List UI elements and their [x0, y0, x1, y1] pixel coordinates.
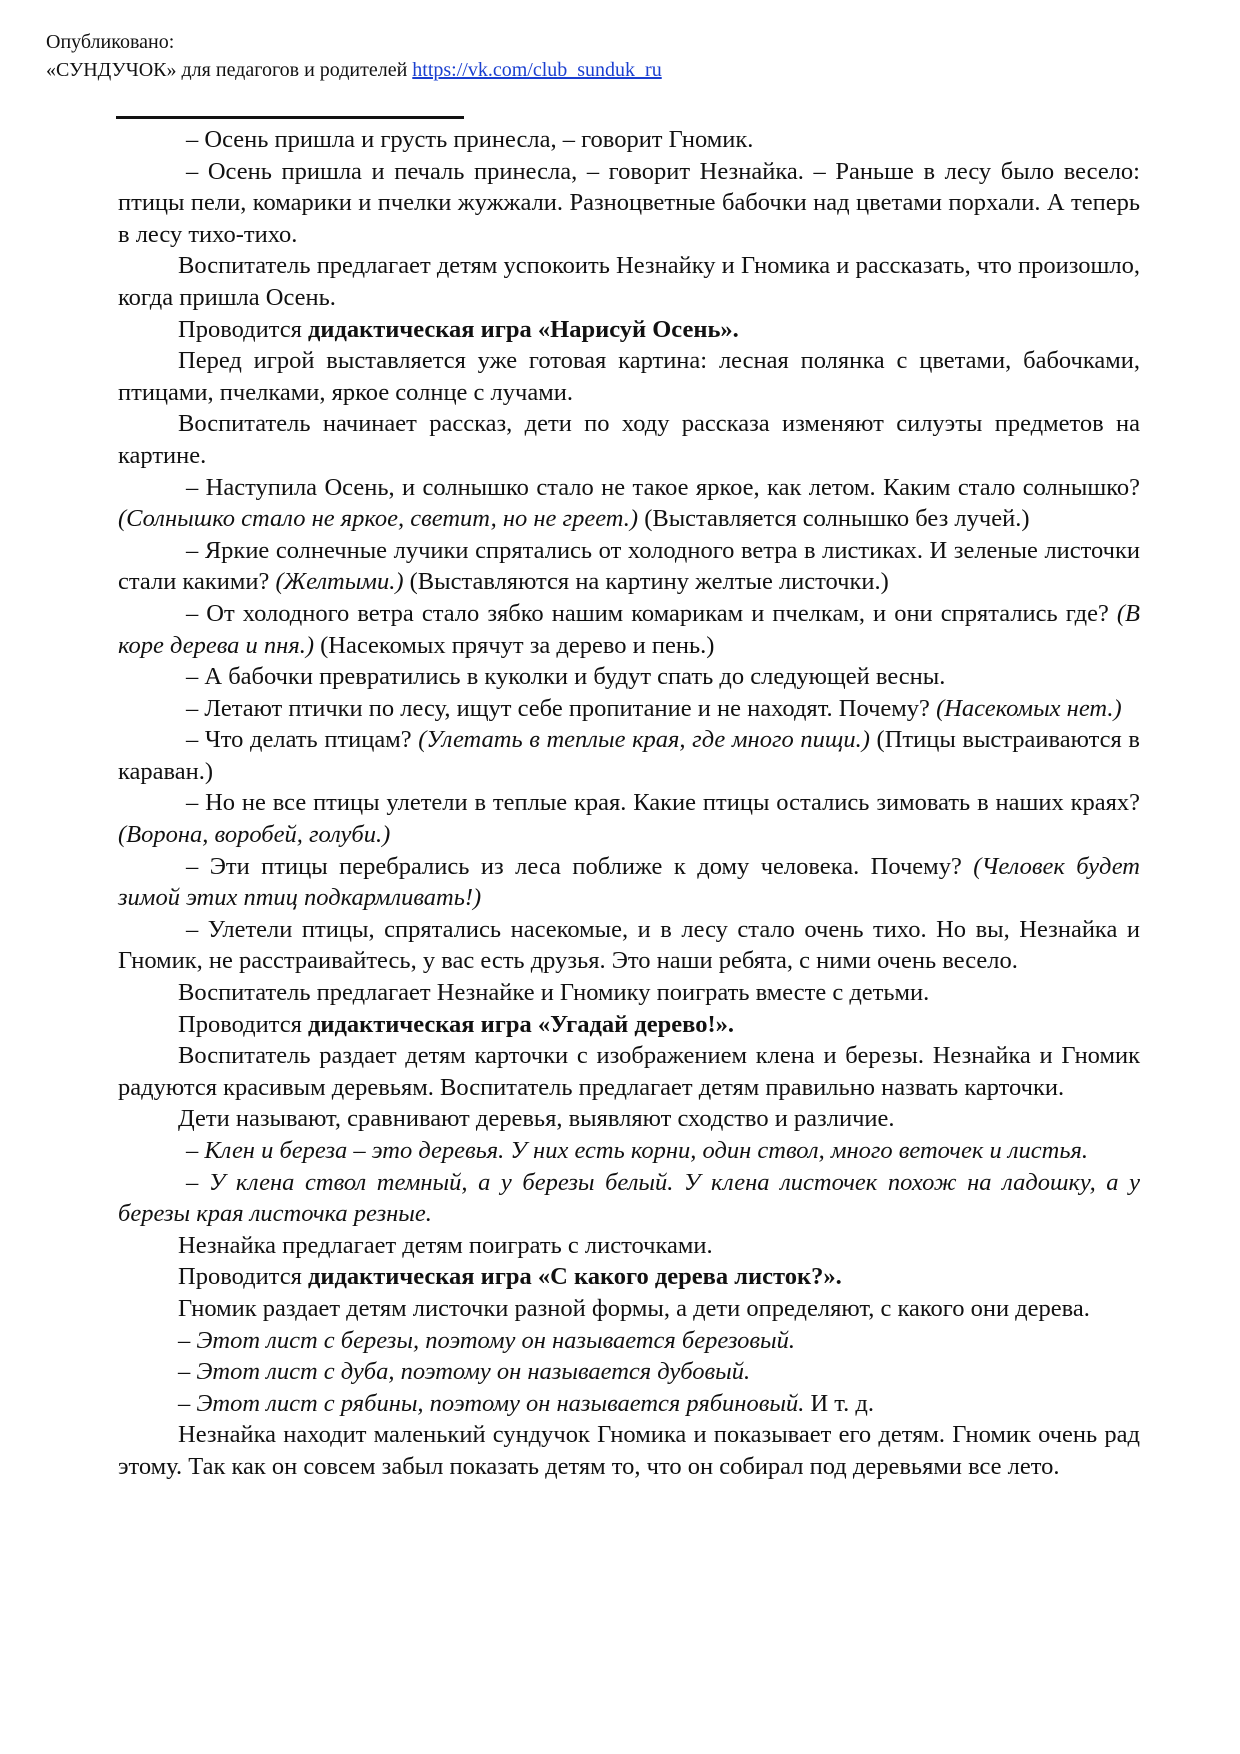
- text: – Эти птицы перебрались из леса поближе к дому человека. Почему?: [186, 852, 974, 880]
- text: (Насекомых прячут за дерево и пень.): [314, 631, 715, 659]
- paragraph: Перед игрой выставляется уже готовая картина: лесная полянка с цветами, бабочками, птицами, пчелками, яркое солнце с лучами.: [118, 347, 1140, 406]
- paragraph: Гномик раздает детям листочки разной формы, а дети определяют, с какого они дерева.: [178, 1294, 1090, 1322]
- text: Проводится: [178, 1010, 308, 1038]
- answer: (Человек будет зимой этих птиц подкармливать!): [118, 852, 1140, 912]
- answer: (Насекомых нет.): [936, 694, 1122, 722]
- answer: (Улетать в теплые края, где много пищи.): [418, 726, 870, 754]
- text: (Птицы выстраиваются в караван.): [118, 726, 1140, 785]
- header-divider: [116, 116, 464, 119]
- answer: (Желтыми.): [275, 568, 404, 596]
- paragraph: [118, 724, 1140, 787]
- source-text: «СУНДУЧОК» для педагогов и родителей: [46, 59, 408, 81]
- paragraph: – У клена ствол темный, а у березы белый. У клена листочек похож на ладошку, а у березы края листочка резные.: [118, 1168, 1140, 1228]
- answer: (В коре дерева и пня.): [118, 599, 1140, 659]
- paragraph: [118, 598, 1140, 661]
- source-link[interactable]: https://vk.com/club_sunduk_ru: [412, 59, 662, 81]
- paragraph: – Этот лист с березы, поэтому он называется березовый.: [178, 1326, 796, 1354]
- paragraph: Дети называют, сравнивают деревья, выявляют сходство и различие.: [178, 1105, 895, 1133]
- paragraph: – Улетели птицы, спрятались насекомые, и в лесу стало очень тихо. Но вы, Незнайка и Гномик, не расстраивайтесь, у вас есть друзья. Это наши ребята, с ними очень весело.: [118, 915, 1140, 975]
- paragraph: – Клен и береза – это деревья. У них есть корни, один ствол, много веточек и листья.: [186, 1137, 1088, 1164]
- text: – Но не все птицы улетели в теплые края. Какие птицы остались зимовать в наших краях?: [186, 789, 1140, 817]
- answer: – Этот лист с рябины, поэтому он называется рябиновый.: [178, 1389, 805, 1417]
- paragraph: Незнайка предлагает детям поиграть с листочками.: [178, 1231, 713, 1259]
- text: – Летают птички по лесу, ищут себе пропитание и не находят. Почему?: [186, 694, 937, 722]
- paragraph: Незнайка находит маленький сундучок Гномика и показывает его детям. Гномик очень рад этому. Так как он совсем забыл показать детям то, что он собирал под деревьями все лето.: [118, 1421, 1140, 1480]
- paragraph: Воспитатель предлагает Незнайке и Гномику поиграть вместе с детьми.: [178, 979, 930, 1007]
- paragraph: [118, 314, 1140, 346]
- paragraph: [118, 1388, 1140, 1420]
- text: (Выставляется солнышко без лучей.): [638, 505, 1030, 533]
- source-line: [46, 56, 662, 84]
- page-header: [46, 28, 662, 84]
- text: – Наступила Осень, и солнышко стало не такое яркое, как летом. Каким стало солнышко?: [186, 473, 1140, 501]
- text: Проводится: [178, 1263, 308, 1291]
- paragraph: Воспитатель раздает детям карточки с изображением клена и березы. Незнайка и Гномик радуются красивым деревьям. Воспитатель предлагает детям правильно назвать карточки.: [118, 1042, 1140, 1101]
- game-title: дидактическая игра «Нарисуй Осень».: [308, 315, 739, 343]
- text: – От холодного ветра стало зябко нашим комарикам и пчелкам, и они спрятались где?: [186, 599, 1117, 627]
- paragraph: [118, 535, 1140, 598]
- game-title: дидактическая игра «Угадай дерево!».: [308, 1010, 734, 1038]
- paragraph: – А бабочки превратились в куколки и будут спать до следующей весны.: [186, 663, 946, 691]
- published-label: Опубликовано:: [46, 31, 175, 53]
- document-body: [118, 124, 1140, 1483]
- paragraph: [118, 1009, 1140, 1041]
- text: – Яркие солнечные лучики спрятались от холодного ветра в листиках. И зеленые листочки стали какими?: [118, 536, 1140, 596]
- paragraph: – Этот лист с дуба, поэтому он называется дубовый.: [178, 1358, 751, 1386]
- paragraph: [118, 472, 1140, 535]
- paragraph: – Осень пришла и печаль принесла, – говорит Незнайка. – Раньше в лесу было весело: птицы пели, комарики и пчелки жужжали. Разноцветные бабочки над цветами порхали. А теперь в лесу тихо-тихо.: [118, 157, 1140, 248]
- paragraph: [118, 693, 1140, 725]
- answer: (Ворона, воробей, голуби.): [118, 821, 391, 849]
- paragraph: – Осень пришла и грусть принесла, – говорит Гномик.: [186, 126, 754, 153]
- game-title: дидактическая игра «С какого дерева листок?».: [308, 1263, 842, 1291]
- text: И т. д.: [804, 1389, 874, 1417]
- answer: (Солнышко стало не яркое, светит, но не греет.): [118, 505, 639, 533]
- paragraph: Воспитатель предлагает детям успокоить Незнайку и Гномика и рассказать, что произошло, когда пришла Осень.: [118, 252, 1140, 311]
- text: – Что делать птицам?: [186, 726, 419, 754]
- paragraph: [118, 1261, 1140, 1293]
- text: (Выставляются на картину желтые листочки.): [403, 568, 889, 596]
- paragraph: Воспитатель начинает рассказ, дети по ходу рассказа изменяют силуэты предметов на картине.: [118, 410, 1140, 469]
- paragraph: [118, 851, 1140, 914]
- text: Проводится: [178, 315, 308, 343]
- paragraph: [118, 787, 1140, 850]
